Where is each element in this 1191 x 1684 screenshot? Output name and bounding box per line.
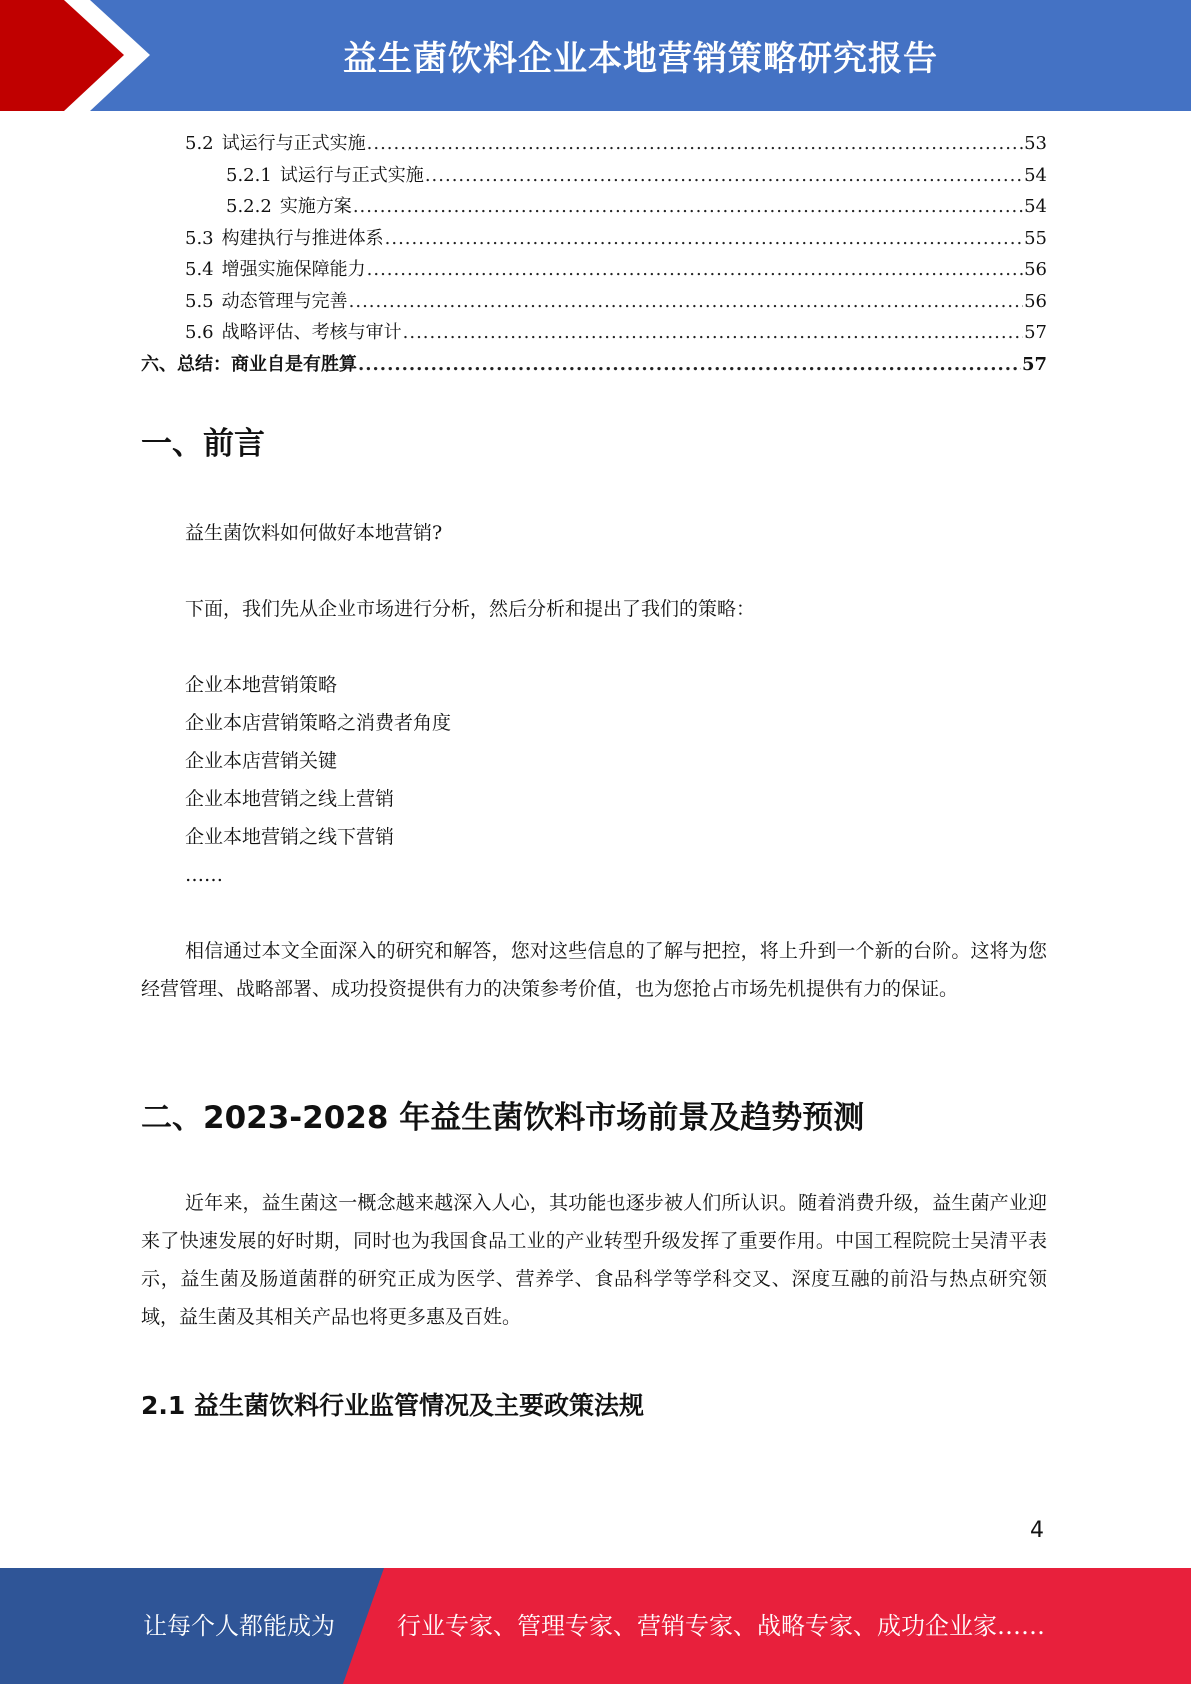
toc-entry[interactable]: [141, 191, 1047, 223]
toc-entry-number: 5.2.1: [226, 164, 272, 186]
toc-leader-dots: [367, 128, 1023, 160]
strategy-list: [185, 666, 451, 894]
toc-entry[interactable]: [141, 128, 1047, 160]
toc-leader-dots: [349, 286, 1023, 318]
toc-entry[interactable]: [141, 317, 1047, 349]
toc-entry-title: 构建执行与推进体系: [221, 227, 384, 249]
toc-entry-title: 增强实施保障能力: [221, 259, 366, 280]
toc-entry[interactable]: [141, 160, 1047, 192]
report-title: 益生菌饮料企业本地营销策略研究报告: [343, 39, 938, 79]
page-number: 4: [1030, 1518, 1044, 1543]
toc-entry-page: 54: [1024, 196, 1047, 217]
toc-entry-title: 战略评估、考核与审计: [221, 322, 402, 343]
section-1-question: 益生菌饮料如何做好本地营销?: [185, 522, 443, 544]
toc-entry-page: 55: [1024, 227, 1047, 249]
footer-banner: [0, 1568, 1191, 1684]
list-item: 企业本店营销关键: [185, 750, 338, 772]
list-item: 企业本地营销之线下营销: [185, 826, 395, 848]
list-item: ……: [185, 864, 223, 886]
toc-entry-title: 试运行与正式实施: [279, 164, 424, 186]
table-of-contents: [141, 128, 1047, 380]
toc-entry[interactable]: [141, 286, 1047, 318]
section-1-heading: 一、前言: [141, 426, 265, 462]
section-2-heading: 二、2023-2028 年益生菌饮料市场前景及趋势预测: [141, 1100, 865, 1136]
list-item: 企业本地营销之线上营销: [185, 788, 395, 810]
toc-entry-number: 5.2: [185, 133, 214, 154]
toc-entry-number: 5.6: [185, 322, 214, 343]
toc-leader-dots: [353, 191, 1023, 223]
toc-entry[interactable]: [141, 254, 1047, 286]
toc-leader-dots: [367, 254, 1023, 286]
toc-entry-title: 实施方案: [279, 196, 352, 217]
toc-entry-page: 53: [1024, 133, 1047, 154]
toc-entry[interactable]: [141, 223, 1047, 255]
toc-entry-page: 56: [1024, 259, 1047, 280]
toc-entry-number: 5.3: [185, 227, 214, 249]
toc-entry[interactable]: [141, 349, 1047, 381]
toc-entry-page: 54: [1024, 164, 1047, 186]
toc-leader-dots: [385, 223, 1023, 255]
toc-leader-dots: [358, 349, 1021, 381]
toc-entry-title: 动态管理与完善: [221, 290, 348, 312]
toc-entry-page: 56: [1024, 290, 1047, 312]
toc-leader-dots: [403, 317, 1023, 349]
toc-entry-page: 57: [1021, 353, 1047, 375]
toc-entry-number: 5.2.2: [226, 196, 272, 217]
header-banner: [0, 0, 1191, 111]
footer-slogan-left: 让每个人都能成为: [143, 1612, 335, 1640]
section-2-paragraph: 近年来，益生菌这一概念越来越深入人心，其功能也逐步被人们所认识。随着消费升级，益生菌产业迎来了快速发展的好时期，同时也为我国食品工业的产业转型升级发挥了重要作用。中国工程院院士吴清平表示，益生菌及肠道菌群的研究正成为医学、营养学、食品科学等学科交叉、深度互融的前沿与热点研究领域，益生菌及其相关产品也将更多惠及百姓。: [141, 1192, 1047, 1328]
section-2-1-heading: 2.1 益生菌饮料行业监管情况及主要政策法规: [141, 1391, 644, 1420]
toc-leader-dots: [425, 160, 1023, 192]
toc-entry-title: 总结：商业自是有胜算: [177, 353, 357, 375]
toc-entry-title: 试运行与正式实施: [221, 133, 366, 154]
list-item: 企业本地营销策略: [185, 674, 338, 696]
toc-entry-number: 六、: [141, 353, 177, 375]
toc-entry-page: 57: [1024, 322, 1047, 343]
toc-entry-number: 5.4: [185, 259, 214, 280]
section-1-intro: 下面，我们先从企业市场进行分析，然后分析和提出了我们的策略：: [185, 598, 756, 620]
footer-slogan-right: 行业专家、管理专家、营销专家、战略专家、成功企业家……: [397, 1612, 1045, 1640]
section-1-closing: 相信通过本文全面深入的研究和解答，您对这些信息的了解与把控，将上升到一个新的台阶。这将为您经营管理、战略部署、成功投资提供有力的决策参考价值，也为您抢占市场先机提供有力的保证。: [141, 940, 1047, 1000]
toc-entry-number: 5.5: [185, 290, 214, 312]
list-item: 企业本店营销策略之消费者角度: [185, 712, 452, 734]
